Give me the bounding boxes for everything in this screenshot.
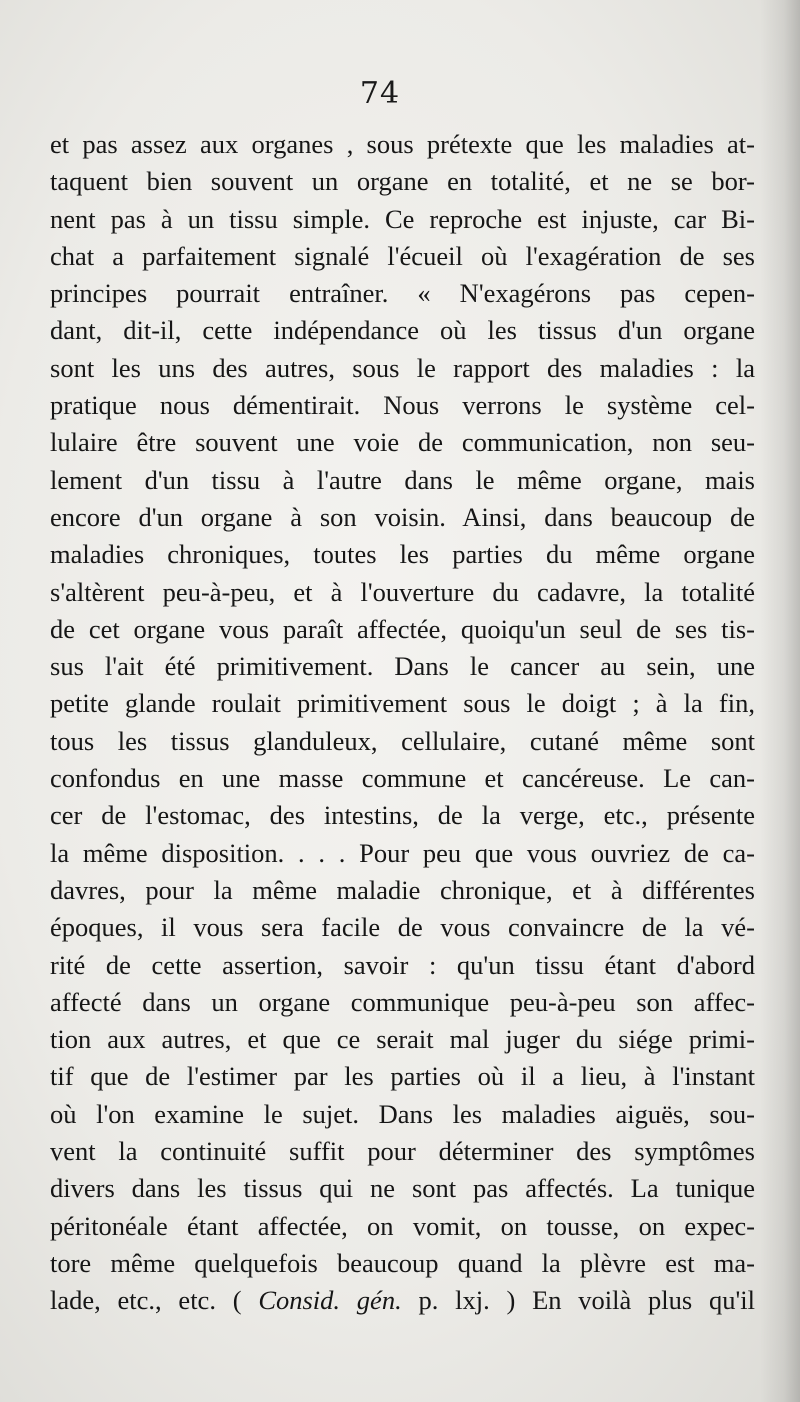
text-line: tion aux autres, et que ce serait mal juger du siége primi- [50,1024,755,1055]
text-line: nent pas à un tissu simple. Ce reproche est injuste, car Bi- [50,203,755,234]
body-text [50,126,755,1320]
text-line: cer de l'estomac, des intestins, de la verge, etc., présente [50,800,755,831]
text-line-last [50,1282,755,1319]
text-line: affecté dans un organe communique peu-à-peu son affec- [50,986,755,1017]
text-line: encore d'un organe à son voisin. Ainsi, dans beaucoup de [50,501,755,532]
text-line: lulaire être souvent une voie de communication, non seu- [50,427,755,458]
text-line: rité de cette assertion, savoir : qu'un tissu étant d'abord [50,949,755,980]
text-line: davres, pour la même maladie chronique, et à différentes [50,874,755,905]
text-line: époques, il vous sera facile de vous convaincre de la vé- [50,912,755,943]
text-line: taquent bien souvent un organe en totalité, et ne se bor- [50,166,755,197]
last-line-before: lade, etc., etc. ( [50,1285,259,1316]
text-line: tore même quelquefois beaucoup quand la plèvre est ma- [50,1247,755,1278]
text-line: vent la continuité suffit pour déterminer des symptômes [50,1136,755,1167]
text-line: la même disposition. . . . Pour peu que vous ouvriez de ca- [50,837,755,868]
text-line: maladies chroniques, toutes les parties du même organe [50,539,755,570]
text-line: lement d'un tissu à l'autre dans le même organe, mais [50,464,755,495]
text-line: sont les uns des autres, sous le rapport des maladies : la [50,352,755,383]
text-line: principes pourrait entraîner. « N'exagérons pas cepen- [50,278,755,309]
text-line: et pas assez aux organes , sous prétexte que les maladies at- [50,129,755,159]
text-line: de cet organe vous paraît affectée, quoiqu'un seul de ses tis- [50,613,755,644]
page-edge-shadow [760,0,800,1402]
text-line: confondus en une masse commune et cancéreuse. Le can- [50,763,755,794]
text-line: péritonéale étant affectée, on vomit, on tousse, on expec- [50,1210,755,1241]
text-line: divers dans les tissus qui ne sont pas affectés. La tunique [50,1173,755,1204]
text-line: petite glande roulait primitivement sous le doigt ; à la fin, [50,688,755,719]
last-line-after: p. lxj. ) En voilà plus qu'il [401,1285,755,1316]
text-line: chat a parfaitement signalé l'écueil où l'exagération de ses [50,240,755,271]
page-number: 74 [359,76,401,111]
text-line: où l'on examine le sujet. Dans les maladies aiguës, sou- [50,1098,755,1129]
citation-italic: Consid. gén. [258,1285,402,1316]
text-line: pratique nous démentirait. Nous verrons le système cel- [50,390,755,421]
text-line: sus l'ait été primitivement. Dans le cancer au sein, une [50,651,755,682]
text-line: dant, dit-il, cette indépendance où les tissus d'un organe [50,315,755,346]
text-line: s'altèrent peu-à-peu, et à l'ouverture du cadavre, la totalité [50,576,755,607]
text-line: tous les tissus glanduleux, cellulaire, cutané même sont [50,725,755,756]
text-line: tif que de l'estimer par les parties où il a lieu, à l'instant [50,1061,755,1092]
